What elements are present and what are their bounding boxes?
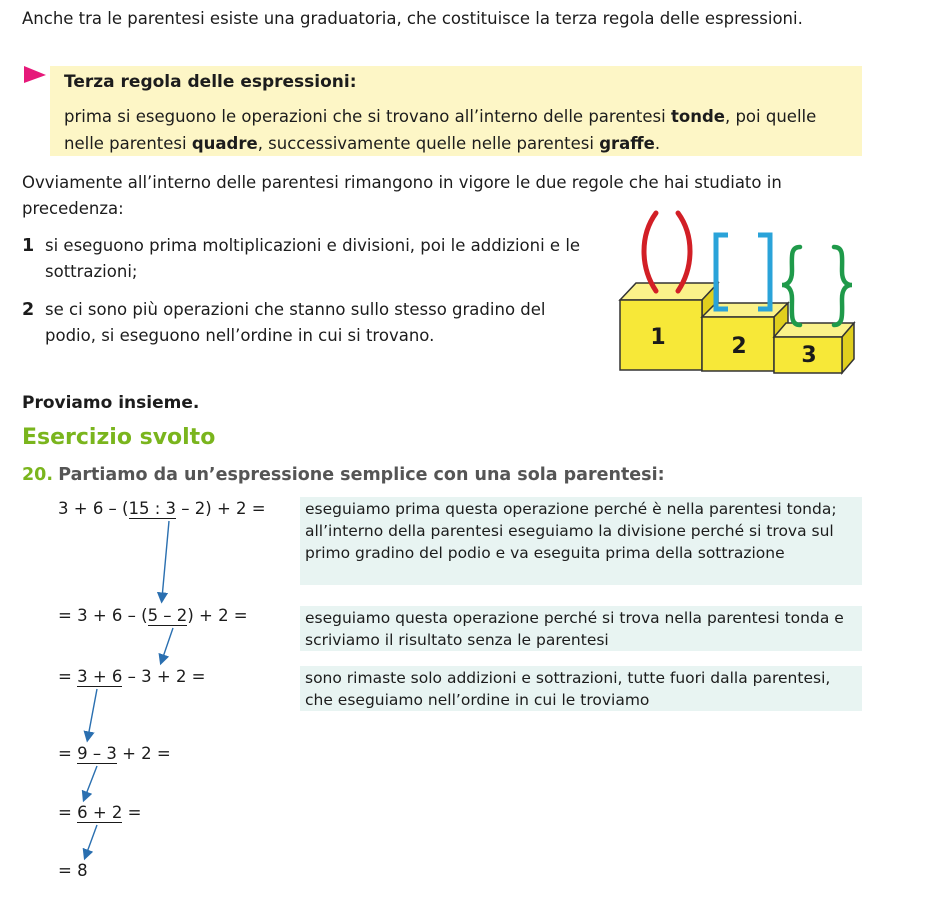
step-arrows [0,0,300,899]
list-item-2: se ci sono più operazioni che stanno sullo stesso gradino del podio, si eseguono nell’ordine in cui si trovano. [45,300,546,345]
step-5-pre: = [58,803,78,822]
square-bracket-left-icon [716,235,728,309]
esercizio-svolto-heading: Esercizio svolto [22,425,216,450]
step-6-result: = 8 [58,861,88,880]
rule-text-part: , poi quelle nelle parentesi [64,107,817,153]
step-5-post: = [122,803,142,822]
proviamo-heading: Proviamo insieme. [22,393,200,413]
arrow-4-icon [85,766,97,797]
step-5-underlined: 6 + 2 [77,803,123,822]
rule-bold-tonde: tonde [670,107,725,126]
podium-label-3: 3 [801,343,817,368]
arrow-1-icon [162,521,169,598]
step-2-pre: = 3 + 6 – ( [58,606,148,625]
paragraph-rules-intro: Ovviamente all’interno delle parentesi rimangono in vigore le due regole che hai studiato in precedenza: [22,173,782,218]
step-2-underlined: 5 – 2 [147,606,188,625]
podium-illustration [610,205,870,385]
intro-paragraph: Anche tra le parentesi esiste una graduatoria, che costituisce la terza regola delle espressioni. [22,9,803,28]
note-1: eseguiamo prima questa operazione perché è nella parentesi tonda; all’interno della parentesi eseguiamo la divisione perché si trova sul primo gradino del podio e va eseguita prima della sottrazione [300,497,862,585]
step-3-underlined: 3 + 6 [77,667,123,686]
step-3-pre: = [58,667,78,686]
square-bracket-right-icon [758,235,770,309]
rule-bold-graffe: graffe [599,134,655,153]
podium-label-1: 1 [650,325,666,350]
rule-text-part: . [654,134,661,153]
list-number-2: 2 [22,300,35,320]
note-3: sono rimaste solo addizioni e sottrazioni, tutte fuori dalla parentesi, che eseguiamo nell’ordine in cui le troviamo [300,666,862,711]
round-bracket-left-icon [644,213,656,291]
step-3-post: – 3 + 2 = [122,667,206,686]
exercise-text: Partiamo da un’espressione semplice con una sola parentesi: [58,465,665,485]
step-2-post: ) + 2 = [187,606,248,625]
rule-text-part: prima si eseguono le operazioni che si trovano all’interno delle parentesi [64,107,671,126]
arrow-5-icon [86,825,97,855]
rule-title: Terza regola delle espressioni: [64,72,357,92]
arrow-3-icon [88,689,97,737]
step-1-underlined: 15 : 3 [128,499,177,518]
round-bracket-right-icon [678,213,690,291]
rule-bold-quadre: quadre [191,134,258,153]
curly-bracket-right-icon [834,247,852,325]
step-1-post: – 2) + 2 = [176,499,266,518]
list-number-1: 1 [22,236,35,256]
step-4-post: + 2 = [116,744,171,763]
step-4-underlined: 9 – 3 [77,744,117,763]
rule-text-part: , successivamente quelle nelle parentesi [257,134,600,153]
podium-label-2: 2 [731,334,747,359]
note-2: eseguiamo questa operazione perché si trova nella parentesi tonda e scriviamo il risultato senza le parentesi [300,606,862,651]
step-4-pre: = [58,744,78,763]
exercise-number: 20. [22,465,54,485]
list-item-1: si eseguono prima moltiplicazioni e divisioni, poi le addizioni e le sottrazioni; [45,236,581,281]
arrow-2-icon [162,628,173,660]
step-1-pre: 3 + 6 – ( [58,499,129,518]
